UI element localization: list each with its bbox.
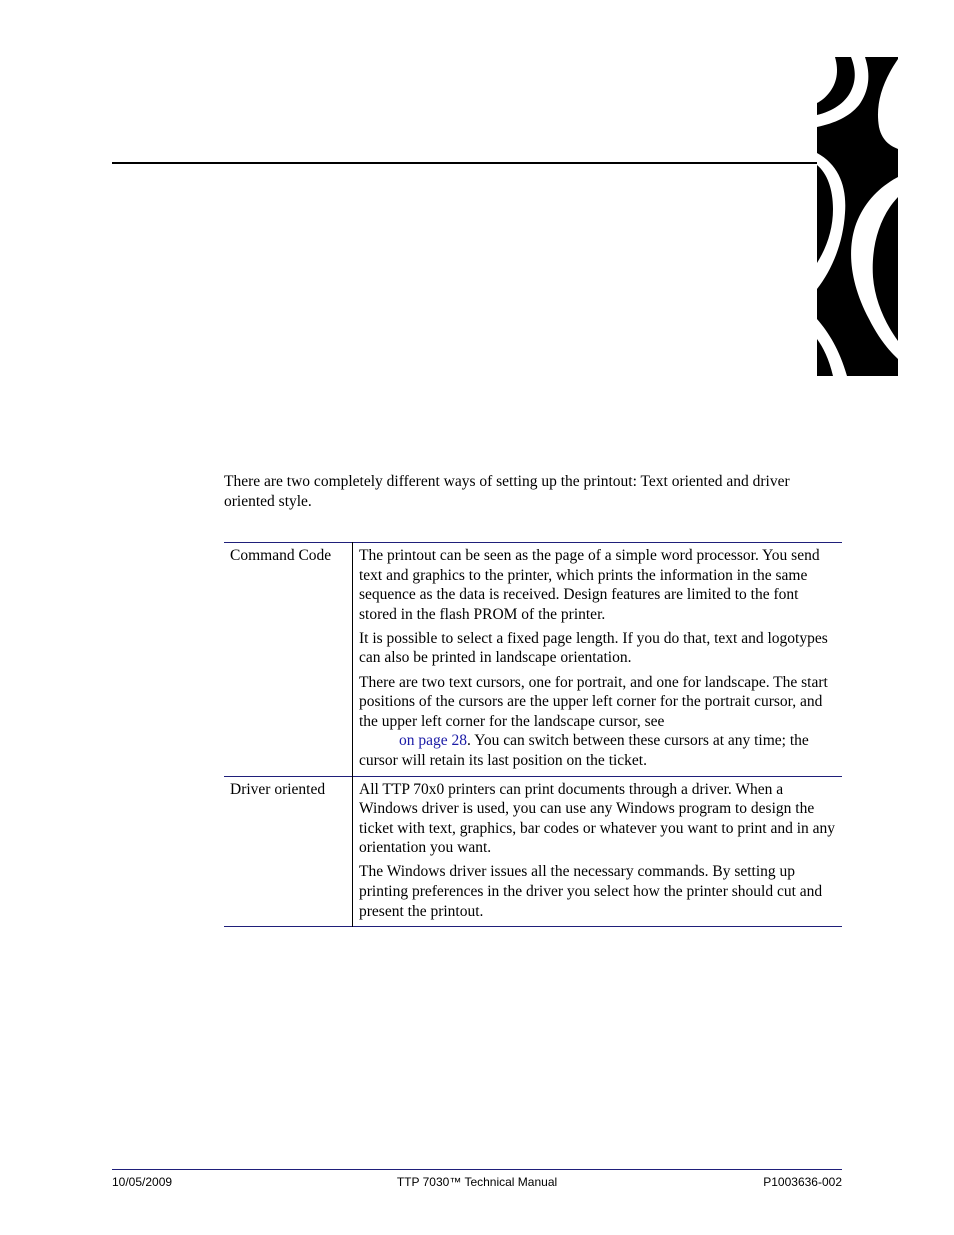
footer-manual-title: TTP 7030™ Technical Manual xyxy=(396,1175,558,1189)
style-description xyxy=(353,776,843,927)
footer-date: 10/05/2009 xyxy=(112,1175,173,1189)
description-paragraph: It is possible to select a fixed page length. If you do that, text and logotypes can also be printed in landscape orientation. xyxy=(359,629,828,667)
description-paragraph: The Windows driver issues all the necessary commands. By setting up printing preferences in the driver you select how the printer should cut and present the printout. xyxy=(359,863,823,920)
description-paragraph: The printout can be seen as the page of a simple word processor. You send text and graphics to the printer, which prints the information in the same sequence as the data is received. Design features are limited to the font stored in the flash PROM of the printer. xyxy=(359,547,820,623)
printout-styles-table xyxy=(224,542,842,927)
zebra-stripes-logo xyxy=(817,57,898,376)
table-row xyxy=(224,543,842,777)
style-description xyxy=(353,543,843,777)
style-term-command-code: Command Code xyxy=(224,543,353,777)
cursor-text-continued: . You can switch between these cursors at any time; the cursor will retain its last position on the ticket. xyxy=(359,732,809,769)
footer-part-number: P1003636-002 xyxy=(763,1175,842,1189)
page-reference-spacer xyxy=(359,732,399,749)
page-reference-link[interactable]: on page 28 xyxy=(399,732,468,750)
style-term-driver-oriented: Driver oriented xyxy=(224,776,353,927)
table-row xyxy=(224,776,842,927)
description-paragraph xyxy=(359,673,836,771)
footer-rule xyxy=(112,1169,842,1170)
description-paragraph: All TTP 70x0 printers can print documents through a driver. When a Windows driver is used, you can use any Windows program to design the ticket with text, graphics, bar codes or whatever you want to print and in any orientation you want. xyxy=(359,780,836,857)
chapter-title-rule xyxy=(112,162,817,164)
intro-paragraph: There are two completely different ways of setting up the printout: Text oriented and driver oriented style. xyxy=(224,473,790,510)
cursor-text: There are two text cursors, one for portrait, and one for landscape. The start positions of the cursors are the upper left corner for the portrait cursor, and the upper left corner for the landscape cursor, see xyxy=(359,673,828,730)
